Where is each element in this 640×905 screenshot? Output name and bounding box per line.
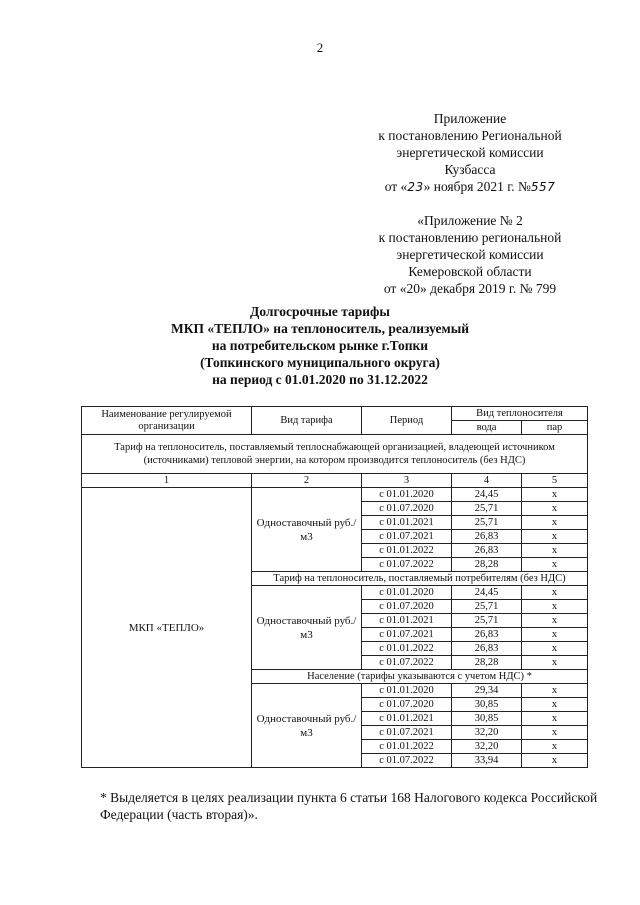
steam-value: х <box>522 698 588 712</box>
steam-value: х <box>522 614 588 628</box>
appendix-line: от «20» декабря 2019 г. № 799 <box>383 281 557 296</box>
period-cell: с 01.01.2021 <box>362 516 452 530</box>
steam-value: х <box>522 502 588 516</box>
title-line: на период с 01.01.2020 по 31.12.2022 <box>212 372 428 387</box>
steam-value: х <box>522 600 588 614</box>
water-value: 24,45 <box>452 488 522 502</box>
date-prefix: от « <box>384 179 408 194</box>
period-cell: с 01.07.2021 <box>362 530 452 544</box>
header-water: вода <box>452 421 522 435</box>
period-cell: с 01.01.2021 <box>362 614 452 628</box>
period-cell: с 01.01.2021 <box>362 712 452 726</box>
steam-value: х <box>522 726 588 740</box>
period-cell: с 01.01.2022 <box>362 642 452 656</box>
steam-value: х <box>522 642 588 656</box>
steam-value: х <box>522 530 588 544</box>
appendix-line: энергетической комиссии <box>396 247 544 262</box>
period-cell: с 01.07.2021 <box>362 726 452 740</box>
water-value: 26,83 <box>452 642 522 656</box>
appendix-line: «Приложение № 2 <box>417 213 523 228</box>
period-cell: с 01.07.2022 <box>362 754 452 768</box>
steam-value: х <box>522 754 588 768</box>
period-cell: с 01.07.2022 <box>362 656 452 670</box>
appendix-line: Кузбасса <box>444 162 496 177</box>
tariff-type-cell: Одноставочный руб./м3 <box>252 488 362 572</box>
period-cell: с 01.01.2022 <box>362 544 452 558</box>
title-line: на потребительском рынке г.Топки <box>211 338 429 353</box>
title-line: Долгосрочные тарифы <box>250 304 390 319</box>
steam-value: х <box>522 656 588 670</box>
appendix-header <box>340 110 600 196</box>
water-value: 32,20 <box>452 740 522 754</box>
steam-value: х <box>522 586 588 600</box>
original-appendix-header <box>340 212 600 297</box>
section-label: Население (тарифы указываются с учетом НДС) * <box>252 670 588 684</box>
water-value: 25,71 <box>452 600 522 614</box>
steam-value: х <box>522 740 588 754</box>
period-cell: с 01.07.2020 <box>362 600 452 614</box>
column-number: 3 <box>362 474 452 488</box>
column-number: 2 <box>252 474 362 488</box>
appendix-date <box>340 178 600 196</box>
water-value: 25,71 <box>452 516 522 530</box>
appendix-line: энергетической комиссии <box>396 145 544 160</box>
water-value: 32,20 <box>452 726 522 740</box>
steam-value: х <box>522 488 588 502</box>
water-value: 33,94 <box>452 754 522 768</box>
water-value: 26,83 <box>452 544 522 558</box>
tariff-type-cell: Одноставочный руб./м3 <box>252 684 362 768</box>
period-cell: с 01.01.2020 <box>362 586 452 600</box>
water-value: 29,34 <box>452 684 522 698</box>
steam-value: х <box>522 712 588 726</box>
period-cell: с 01.07.2020 <box>362 698 452 712</box>
water-value: 24,45 <box>452 586 522 600</box>
appendix-line: к постановлению Региональной <box>378 128 562 143</box>
appendix-line: Приложение <box>433 111 507 126</box>
page-number: 2 <box>316 40 324 55</box>
steam-value: х <box>522 544 588 558</box>
header-carrier: Вид теплоносителя <box>452 407 588 421</box>
header-steam: пар <box>522 421 588 435</box>
tariff-table <box>81 406 588 768</box>
period-cell: с 01.07.2021 <box>362 628 452 642</box>
title-line: (Топкинского муниципального округа) <box>200 355 440 370</box>
water-value: 28,28 <box>452 656 522 670</box>
steam-value: х <box>522 516 588 530</box>
appendix-line: Кемеровской области <box>408 264 532 279</box>
date-middle: » ноября 2021 г. № <box>423 179 531 194</box>
header-period: Период <box>362 407 452 435</box>
water-value: 26,83 <box>452 628 522 642</box>
period-cell: с 01.07.2022 <box>362 558 452 572</box>
handwritten-number: 557 <box>530 180 556 194</box>
period-cell: с 01.01.2020 <box>362 488 452 502</box>
header-org: Наименование регулируемой организации <box>82 407 252 435</box>
water-value: 26,83 <box>452 530 522 544</box>
period-cell: с 01.07.2020 <box>362 502 452 516</box>
steam-value: х <box>522 628 588 642</box>
water-value: 25,71 <box>452 502 522 516</box>
column-number: 1 <box>82 474 252 488</box>
water-value: 25,71 <box>452 614 522 628</box>
table-description: Тариф на теплоноситель, поставляемый теплоснабжающей организацией, владеющей источником (источниками) тепловой энергии, на котором производится теплоноситель (без НДС) <box>82 435 588 474</box>
section-label: Тариф на теплоноситель, поставляемый потребителям (без НДС) <box>252 572 588 586</box>
water-value: 28,28 <box>452 558 522 572</box>
steam-value: х <box>522 684 588 698</box>
water-value: 30,85 <box>452 698 522 712</box>
footnote: * Выделяется в целях реализации пункта 6 статьи 168 Налогового кодекса Российской Федерации (часть вторая)». <box>100 790 598 822</box>
water-value: 30,85 <box>452 712 522 726</box>
period-cell: с 01.01.2020 <box>362 684 452 698</box>
appendix-line: к постановлению региональной <box>378 230 562 245</box>
header-tariff-type: Вид тарифа <box>252 407 362 435</box>
organization-cell: МКП «ТЕПЛО» <box>82 488 252 768</box>
period-cell: с 01.01.2022 <box>362 740 452 754</box>
column-number: 5 <box>522 474 588 488</box>
document-title <box>0 303 640 388</box>
column-number: 4 <box>452 474 522 488</box>
steam-value: х <box>522 558 588 572</box>
title-line: МКП «ТЕПЛО» на теплоноситель, реализуемый <box>170 321 470 336</box>
handwritten-day: 23 <box>407 180 424 194</box>
tariff-type-cell: Одноставочный руб./м3 <box>252 586 362 670</box>
